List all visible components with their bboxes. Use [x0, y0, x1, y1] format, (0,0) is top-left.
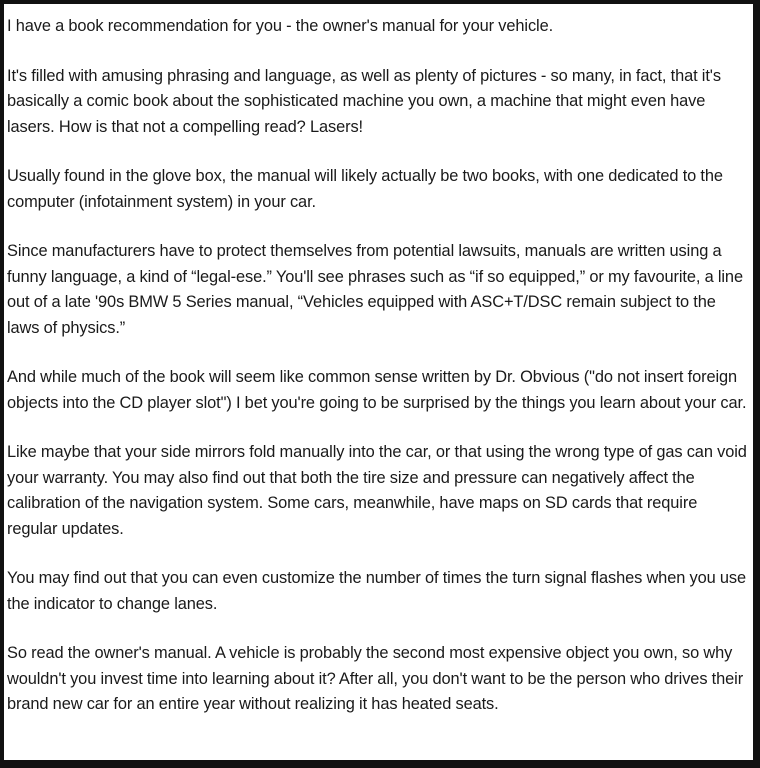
paragraph-1: I have a book recommendation for you - the owner's manual for your vehicle.: [7, 17, 554, 35]
paragraph-7: You may find out that you can even customize the number of times the turn signal flashes when you use the indicator to change lanes.: [7, 569, 746, 613]
paragraph-4: Since manufacturers have to protect themselves from potential lawsuits, manuals are written using a funny language, a kind of “legal-ese.” You'll see phrases such as “if so equipped,” or my favourite, a line out of a late '90s BMW 5 Series manual, “Vehicles equipped with ASC+T/DSC remain subject to the laws of physics.”: [7, 242, 743, 337]
paragraph-2: It's filled with amusing phrasing and language, as well as plenty of pictures - so many, in fact, that it's basically a comic book about the sophisticated machine you own, a machine that might even have lasers. How is that not a compelling read? Lasers!: [7, 66, 721, 136]
paragraph-8: So read the owner's manual. A vehicle is probably the second most expensive object you own, so why wouldn't you invest time into learning about it? After all, you don't want to be the person who drives their brand new car for an entire year without realizing it has heated seats.: [7, 644, 744, 713]
article-body: [7, 14, 751, 742]
paragraph-5: And while much of the book will seem like common sense written by Dr. Obvious ("do not insert foreign objects into the CD player slot") I bet you're going to be surprised by the things you learn about your car.: [7, 368, 747, 412]
paragraph-3: Usually found in the glove box, the manual will likely actually be two books, with one dedicated to the computer (infotainment system) in your car.: [7, 167, 723, 211]
paragraph-6: Like maybe that your side mirrors fold manually into the car, or that using the wrong type of gas can void your warranty. You may also find out that both the tire size and pressure can negatively affect the calibration of the navigation system. Some cars, meanwhile, have maps on SD cards that require regular updates.: [7, 443, 747, 538]
